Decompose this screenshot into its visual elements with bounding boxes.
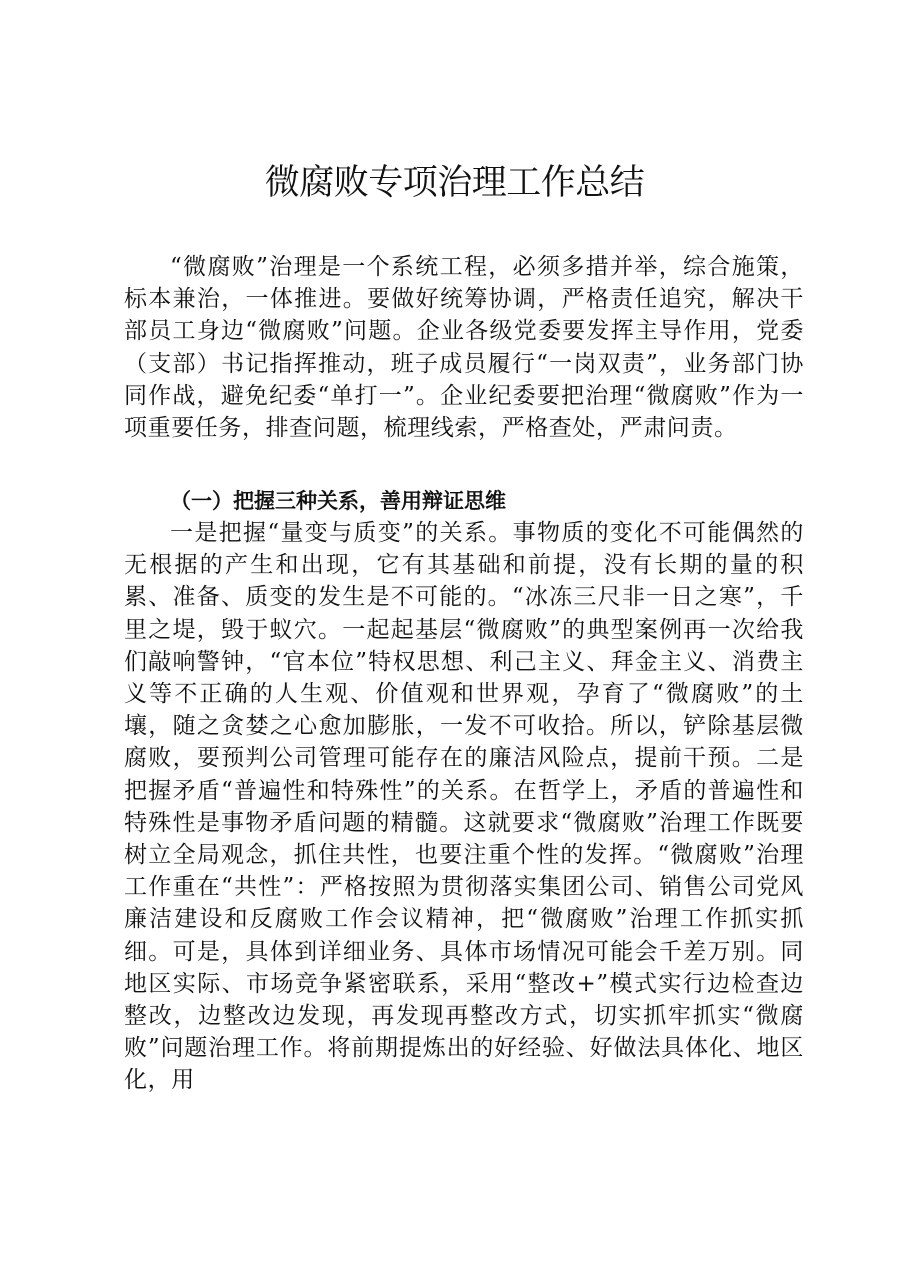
document-title: 微腐败专项治理工作总结 bbox=[264, 163, 645, 203]
section-heading: （一）把握三种关系，善用辩证思维 bbox=[170, 489, 506, 513]
section-paragraph: 一是把握“量变与质变”的关系。事物质的变化不可能偶然的无根据的产生和出现，它有其基础和前提，没有长期的量的积累、准备、质变的发生是不可能的。“冰冻三尺非一日之寒”，千里之堤，毁于蚁穴。一起起基层“微腐败”的典型案例再一次给我们敲响警钟，“官本位”特权思想、利己主义、拜金主义、消费主义等不正确的人生观、价值观和世界观，孕育了“微腐败”的土壤，随之贪婪之心愈加膨胀，一发不可收拾。所以，铲除基层微腐败，要预判公司管理可能存在的廉洁风险点，提前干预。二是把握矛盾“普遍性和特殊性”的关系。在哲学上，矛盾的普遍性和特殊性是事物矛盾问题的精髓。这就要求“微腐败”治理工作既要树立全局观念，抓住共性，也要注重个性的发挥。“微腐败”治理工作重在“共性”：严格按照为贯彻落实集团公司、销售公司党风廉洁建设和反腐败工作会议精神，把“微腐败”治理工作抓实抓细。可是，具体到详细业务、具体市场情况可能会千差万别。同地区实际、市场竞争紧密联系，采用“整改+”模式实行边检查边整改，边整改边发现，再发现再整改方式，切实抓牢抓实“微腐败”问题治理工作。将前期提炼出的好经验、好做法具体化、地区化，用 bbox=[124, 520, 804, 1094]
intro-paragraph: “微腐败”治理是一个系统工程，必须多措并举，综合施策，标本兼治，一体推进。要做好统筹协调，严格责任追究，解决干部员工身边“微腐败”问题。企业各级党委要发挥主导作用，党委（支部）书记指挥推动，班子成员履行“一岗双责”，业务部门协同作战，避免纪委“单打一”。企业纪委要把治理“微腐败”作为一项重要任务，排查问题，梳理线索，严格查处，严肃问责。 bbox=[124, 254, 804, 442]
